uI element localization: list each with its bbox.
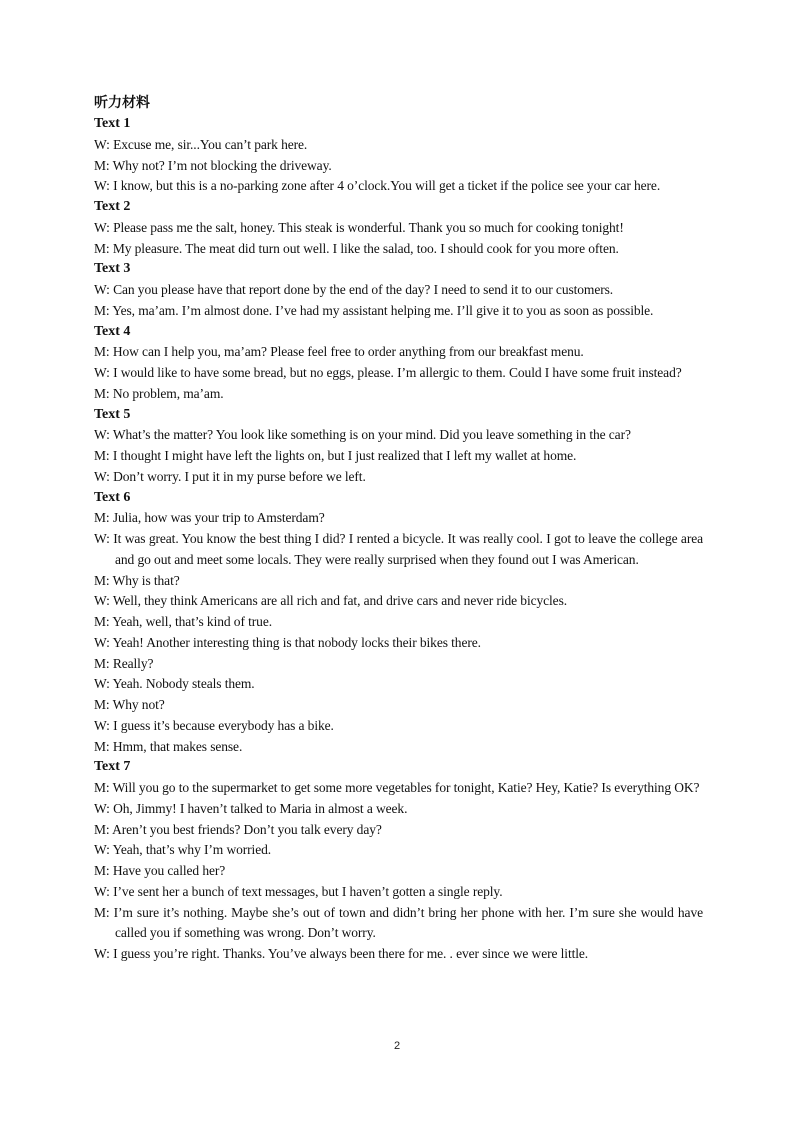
dialogue-line: W: I guess you’re right. Thanks. You’ve always been there for me. . ever since we were little.: [94, 946, 589, 961]
dialogue-line: M: How can I help you, ma’am? Please feel free to order anything from our breakfast menu.: [94, 344, 584, 360]
dialogue-line: W: What’s the matter? You look like something is on your mind. Did you leave something in the car?: [94, 427, 631, 443]
text-6-block: [94, 488, 703, 758]
dialogue-line: W: Oh, Jimmy! I haven’t talked to Maria in almost a week.: [94, 800, 408, 816]
dialogue-line: W: I know, but this is a no-parking zone after 4 o’clock.You will get a ticket if the police see your car here.: [94, 178, 661, 194]
dialogue-line: W: Yeah, that’s why I’m worried.: [94, 842, 272, 858]
text-7-block: [94, 757, 703, 965]
text-title: Text 6: [94, 489, 131, 505]
dialogue-line: M: Why not?: [94, 697, 165, 712]
dialogue-line: M: Have you called her?: [94, 863, 226, 878]
dialogue-line: M: My pleasure. The meat did turn out well. I like the salad, too. I should cook for you more often.: [94, 240, 619, 256]
text-title: Text 3: [94, 261, 131, 277]
text-title: Text 1: [94, 116, 131, 131]
dialogue-line: W: It was great. You know the best thing I did? I rented a bicycle. It was really cool. I got to leave the college area and go out and meet some locals. They were really surprised when they found out I was American.: [94, 531, 703, 567]
dialogue-line: M: I’m sure it’s nothing. Maybe she’s out of town and didn’t bring her phone with her. I’m sure she would have called you if something was wrong. Don’t worry.: [94, 904, 703, 941]
dialogue-line: M: Julia, how was your trip to Amsterdam?: [94, 510, 325, 526]
text-5-block: [94, 405, 703, 488]
dialogue-line: W: Yeah! Another interesting thing is that nobody locks their bikes there.: [94, 634, 481, 650]
dialogue-line: M: I thought I might have left the lights on, but I just realized that I left my wallet at home.: [94, 448, 577, 463]
page-number: 2: [393, 1040, 401, 1052]
dialogue-line: M: No problem, ma’am.: [94, 385, 224, 401]
text-title: Text 4: [94, 323, 131, 339]
text-4-block: [94, 322, 703, 405]
text-title: Text 2: [94, 199, 131, 214]
section-heading: 听力材料: [94, 95, 150, 111]
dialogue-line: W: Well, they think Americans are all rich and fat, and drive cars and never ride bicycles.: [94, 593, 567, 609]
dialogue-line: M: Why not? I’m not blocking the driveway.: [94, 157, 332, 173]
text-2-block: [94, 197, 703, 259]
dialogue-line: W: I guess it’s because everybody has a bike.: [94, 717, 334, 733]
dialogue-line: W: Don’t worry. I put it in my purse before we left.: [94, 468, 366, 484]
dialogue-line: W: Can you please have that report done by the end of the day? I need to send it to our customers.: [94, 282, 614, 297]
dialogue-line: W: Please pass me the salt, honey. This steak is wonderful. Thank you so much for cooking tonight!: [94, 219, 624, 235]
dialogue-line: M: Yeah, well, that’s kind of true.: [94, 614, 272, 629]
dialogue-line: M: Why is that?: [94, 572, 180, 588]
dialogue-line: W: Yeah. Nobody steals them.: [94, 676, 255, 692]
text-title: Text 7: [94, 759, 131, 775]
dialogue-line: M: Really?: [94, 655, 154, 671]
text-3-block: [94, 259, 703, 321]
dialogue-line: W: I would like to have some bread, but no eggs, please. I’m allergic to them. Could I have some fruit instead?: [94, 365, 682, 380]
document-body: [94, 92, 703, 965]
dialogue-line: M: Yes, ma’am. I’m almost done. I’ve had my assistant helping me. I’ll give it to you as soon as possible.: [94, 302, 654, 318]
dialogue-line: M: Will you go to the supermarket to get some more vegetables for tonight, Katie? Hey, Katie? Is everything OK?: [94, 780, 700, 795]
text-title: Text 5: [94, 406, 131, 422]
dialogue-line: M: Aren’t you best friends? Don’t you talk every day?: [94, 821, 382, 837]
dialogue-line: M: Hmm, that makes sense.: [94, 738, 243, 754]
text-1-block: [94, 114, 703, 197]
dialogue-line: W: Excuse me, sir...You can’t park here.: [94, 136, 308, 152]
dialogue-line: W: I’ve sent her a bunch of text messages, but I haven’t gotten a single reply.: [94, 883, 503, 899]
